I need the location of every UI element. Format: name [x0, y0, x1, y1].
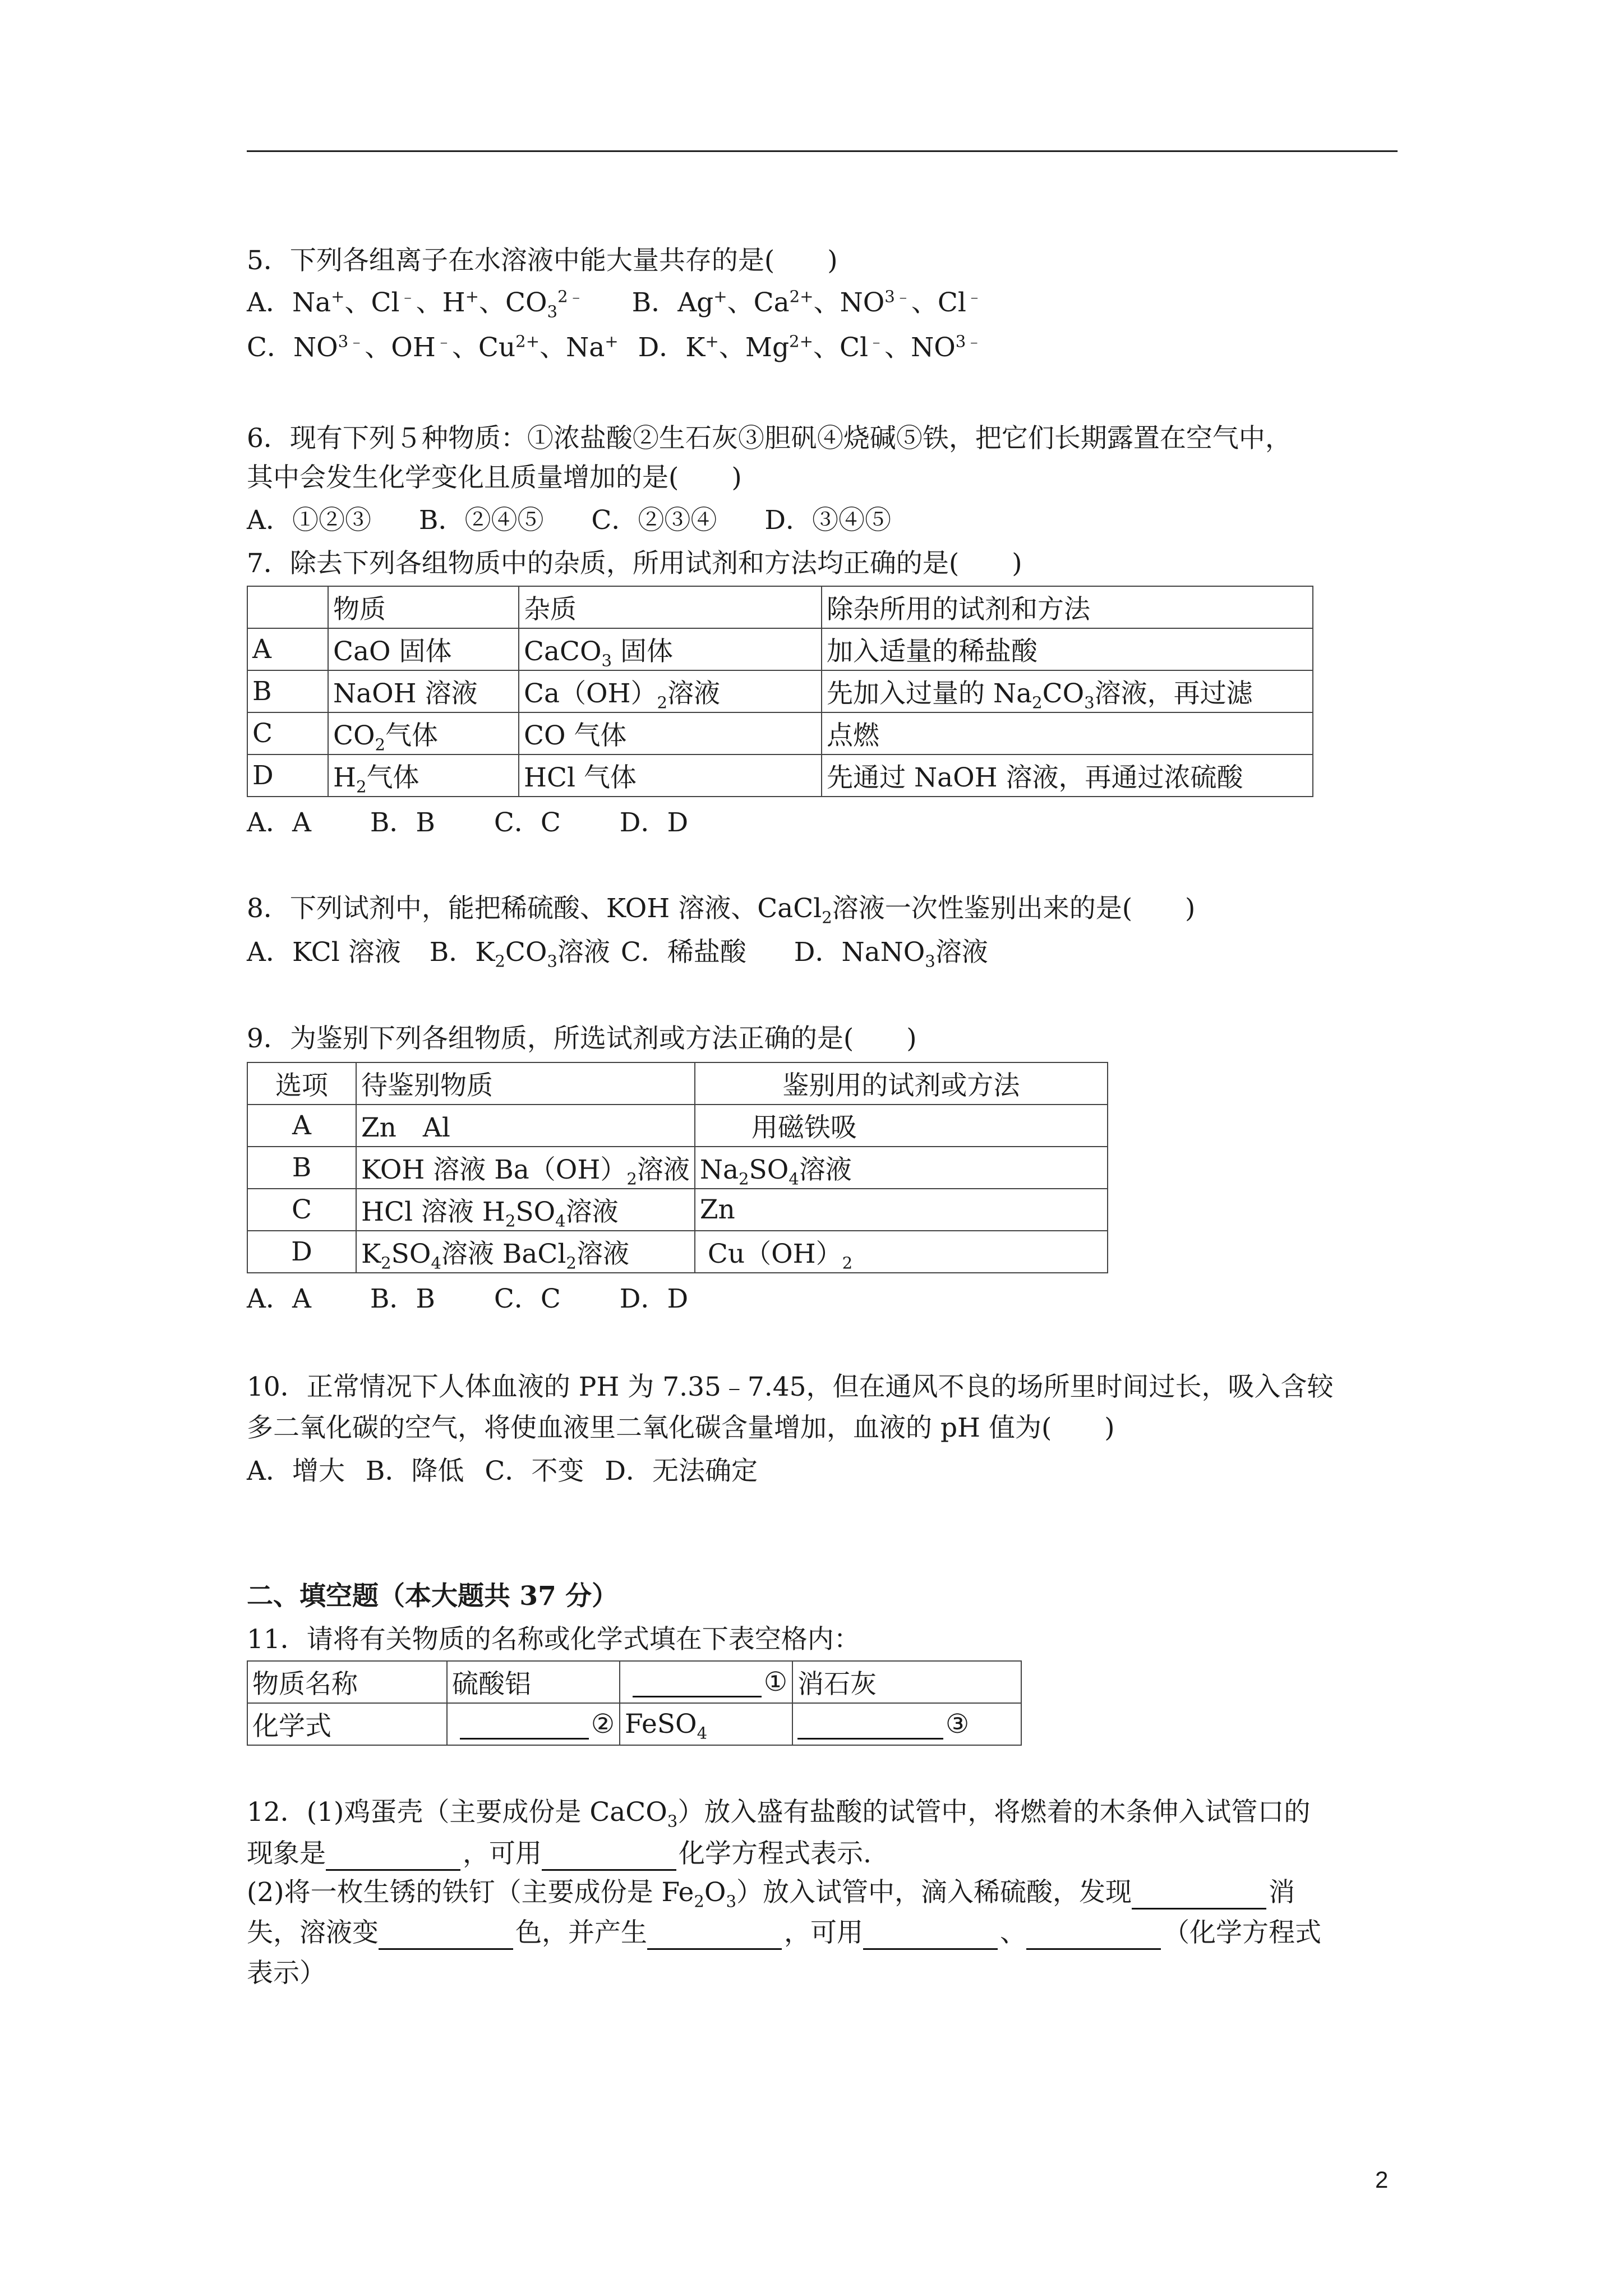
q12-blank-6 — [863, 1920, 998, 1950]
q7-option-c: C．C — [494, 807, 561, 838]
q7-row-c-substance: $CO_2$气体 — [328, 712, 519, 754]
q9-row-d-method: $Cu(OH)_2$ — [695, 1231, 1108, 1273]
table-row — [247, 670, 1313, 712]
q10-stem-line1: 10．正常情况下人体血液的 PH 为 7.35﹣7.45，但在通风不良的场所里时间过长，吸入含较 — [247, 1372, 1334, 1402]
q12-blank-5 — [647, 1920, 782, 1950]
q7-header-substance: 物质 — [328, 586, 519, 628]
q7-header-method: 除杂所用的试剂和方法 — [822, 586, 1313, 628]
q9-row-b-materials: KOH 溶液 $Ba(OH)_2$溶液 — [356, 1147, 695, 1189]
q11-table — [247, 1660, 1022, 1746]
q12-blank-4 — [379, 1920, 513, 1950]
q6-option-d: D．③④⑤ — [764, 505, 892, 536]
q11-blank-2: ② — [447, 1703, 620, 1745]
table-row — [247, 628, 1313, 670]
q12-blank-3 — [1132, 1880, 1266, 1910]
q9-row-d-materials: $K_2SO_4$溶液 BaCl$_2$溶液 — [356, 1231, 695, 1273]
q9-row-c-id: C — [247, 1189, 356, 1231]
q7-row-a-id: A — [247, 628, 328, 670]
q9-option-a: A．A — [247, 1283, 311, 1314]
q8-stem: 8．下列试剂中，能把稀硫酸、KOH 溶液、CaCl$_2$溶液一次性鉴别出来的是( ) — [247, 893, 1196, 927]
q11-blank-1: ① — [620, 1661, 792, 1703]
q8-option-c: C．稀盐酸 — [620, 937, 746, 968]
q7-table — [247, 586, 1313, 797]
q11-stem: 11．请将有关物质的名称或化学式填在下表空格内： — [247, 1624, 860, 1655]
q7-header-id — [247, 586, 328, 628]
q7-option-a: A．A — [247, 807, 311, 838]
q11-formula-2: FeSO$_4$ — [620, 1703, 792, 1745]
q11-label-formula: 化学式 — [247, 1703, 447, 1745]
q9-row-b-id: B — [247, 1147, 356, 1189]
q9-stem: 9．为鉴别下列各组物质，所选试剂或方法正确的是( ) — [247, 1023, 917, 1054]
q8-option-a: A．KCl 溶液 — [247, 937, 401, 968]
q6-stem-line1: 6．现有下列５种物质：①浓盐酸②生石灰③胆矾④烧碱⑤铁，把它们长期露置在空气中， — [247, 423, 1292, 454]
q7-row-c-method: 点燃 — [822, 712, 1313, 754]
table-row — [247, 1147, 1108, 1189]
q9-header-option: 选项 — [247, 1062, 356, 1105]
section-heading: 二、填空题（本大题共 37 分） — [247, 1581, 619, 1612]
q11-name-3: 消石灰 — [792, 1661, 1021, 1703]
q9-row-a-id: A — [247, 1105, 356, 1147]
q7-row-b-id: B — [247, 670, 328, 712]
q9-option-c: C．C — [494, 1283, 561, 1314]
q7-header-impurity: 杂质 — [519, 586, 822, 628]
q9-row-d-id: D — [247, 1231, 356, 1273]
q12-line1: 12．(1)鸡蛋壳（主要成份是 CaCO$_3$）放入盛有盐酸的试管中，将燃着的木条伸入试管口的 — [247, 1797, 1311, 1831]
q9-row-c-method: Zn — [695, 1189, 1108, 1231]
table-row — [247, 1062, 1108, 1105]
q12-blank-2 — [542, 1841, 676, 1871]
q9-option-d: D．D — [619, 1283, 689, 1314]
q7-row-a-substance: CaO 固体 — [328, 628, 519, 670]
q9-row-a-method: 用磁铁吸 — [695, 1105, 1108, 1147]
q5-option-d: D．K+、$Mg^{2+}$、Cl﹣、$NO^{3﹣}$ — [638, 332, 983, 363]
q5-stem: 5．下列各组离子在水溶液中能大量共存的是( ) — [247, 245, 838, 276]
q5-options-ab — [247, 286, 983, 320]
header-rule — [247, 150, 1398, 152]
q9-row-b-method: $Na_2SO_4$溶液 — [695, 1147, 1108, 1189]
q9-header-materials: 待鉴别物质 — [356, 1062, 695, 1105]
q7-row-d-id: D — [247, 754, 328, 797]
q5-option-a: A．Na+、Cl﹣、H+、$CO_3^{2﹣}$ — [247, 287, 584, 321]
q12-blank-7 — [1026, 1920, 1161, 1950]
q10-option-a: A．增大 — [247, 1456, 345, 1487]
q12-blank-1 — [326, 1841, 460, 1871]
q6-option-b: B．②④⑤ — [418, 505, 544, 536]
table-row — [247, 1105, 1108, 1147]
table-row — [247, 712, 1313, 754]
q8-option-d: D．NaNO$_3$溶液 — [794, 937, 988, 971]
q9-options — [247, 1282, 688, 1316]
q5-option-c: C．$NO^{3﹣}$、OH﹣、$Cu^{2+}$、Na+ — [247, 332, 619, 363]
q10-option-d: D．无法确定 — [605, 1456, 758, 1487]
q7-options — [247, 806, 688, 840]
table-row — [247, 1189, 1108, 1231]
q12-line3: (2)将一枚生锈的铁钉（主要成份是 $Fe_2O_3$）放入试管中，滴入稀硫酸，发现 消 — [247, 1877, 1295, 1911]
q8-option-b: B．$K_2CO_3$溶液 — [429, 937, 610, 971]
q7-stem: 7．除去下列各组物质中的杂质，所用试剂和方法均正确的是( ) — [247, 548, 1022, 579]
table-row — [247, 1703, 1021, 1745]
table-row — [247, 754, 1313, 797]
q10-options — [247, 1455, 758, 1488]
q9-row-a-materials: Zn Al — [356, 1105, 695, 1147]
q7-row-c-impurity: CO 气体 — [519, 712, 822, 754]
q6-option-a: A．①②③ — [247, 505, 371, 536]
q9-row-c-materials: HCl 溶液 $H_2SO_4$溶液 — [356, 1189, 695, 1231]
q11-label-name: 物质名称 — [247, 1661, 447, 1703]
q6-option-c: C．②③④ — [591, 505, 717, 536]
page-number: 2 — [1375, 2166, 1389, 2193]
q10-stem-line2: 多二氧化碳的空气，将使血液里二氧化碳含量增加，血液的 pH 值为( ) — [247, 1412, 1115, 1443]
q6-options — [247, 504, 891, 537]
q11-name-1: 硫酸铝 — [447, 1661, 620, 1703]
q6-stem-line2: 其中会发生化学变化且质量增加的是( ) — [247, 462, 742, 493]
q10-option-b: B．降低 — [365, 1456, 464, 1487]
q7-row-d-substance: $H_2$气体 — [328, 754, 519, 797]
q7-option-d: D．D — [619, 807, 689, 838]
q7-row-d-method: 先通过 NaOH 溶液，再通过浓硫酸 — [822, 754, 1313, 797]
table-row — [247, 1231, 1108, 1273]
q5-option-b: B．Ag+、$Ca^{2+}$、$NO^{3﹣}$、Cl﹣ — [631, 287, 983, 318]
q11-blank-3: ③ — [792, 1703, 1021, 1745]
q7-row-b-substance: NaOH 溶液 — [328, 670, 519, 712]
q7-row-a-method: 加入适量的稀盐酸 — [822, 628, 1313, 670]
table-row — [247, 586, 1313, 628]
q9-option-b: B．B — [370, 1283, 435, 1314]
q7-row-b-impurity: $Ca(OH)_2$溶液 — [519, 670, 822, 712]
q7-option-b: B．B — [370, 807, 435, 838]
q12-line4: 失，溶液变 色，并产生 ，可用 、 （化学方程式 — [247, 1916, 1321, 1950]
q12-line2: 现象是 ，可用 化学方程式表示. — [247, 1837, 872, 1871]
q5-options-cd — [247, 331, 982, 365]
q7-row-d-impurity: HCl 气体 — [519, 754, 822, 797]
q10-option-c: C．不变 — [485, 1456, 584, 1487]
table-row — [247, 1661, 1021, 1703]
q7-row-a-impurity: CaCO$_3$ 固体 — [519, 628, 822, 670]
q7-row-b-method: 先加入过量的 $Na_2CO_3$溶液，再过滤 — [822, 670, 1313, 712]
q8-options — [247, 936, 988, 969]
q12-line5: 表示） — [247, 1958, 326, 1989]
q9-table — [247, 1062, 1108, 1273]
q7-row-c-id: C — [247, 712, 328, 754]
q9-header-method: 鉴别用的试剂或方法 — [695, 1062, 1108, 1105]
